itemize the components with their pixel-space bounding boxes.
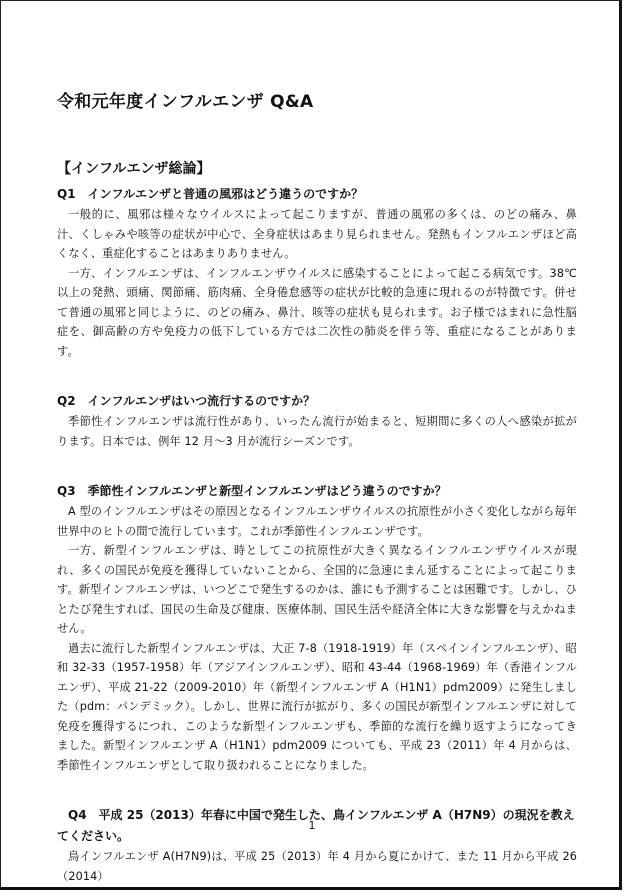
question-q1: Q1 インフルエンザと普通の風邪はどう違うのですか？: [57, 187, 364, 201]
page-content: [57, 87, 577, 886]
section-heading: 【インフルエンザ総論】: [57, 161, 211, 177]
answer-paragraph: 鳥インフルエンザ A(H7N9)は、平成 25（2013）年 4 月から夏にかけて、また 11 月から平成 26（2014）: [57, 850, 577, 883]
qa-item-q1: [57, 184, 577, 361]
answer-paragraph: A 型のインフルエンザはその原因となるインフルエンザウイルスの抗原性が小さく変化しながら毎年世界中のヒトの間で流行しています。これが季節性インフルエンザです。: [57, 505, 577, 538]
qa-item-q3: [57, 481, 577, 775]
page-title: 令和元年度インフルエンザ Q&A: [57, 92, 314, 112]
answer-paragraph: 一方、新型インフルエンザは、時としてこの抗原性が大きく異なるインフルエンザウイルスが現れ、多くの国民が免疫を獲得していないことから、全国的に急速にまん延することによって起こります。新型インフルエンザは、いつどこで発生するのかは、誰にも予測することは困難です。しかし、ひとたび発生すれば、国民の生命及び健康、医療体制、国民生活や経済全体に大きな影響を与えかねません。: [57, 544, 577, 635]
qa-item-q2: [57, 391, 577, 451]
question-q4: Q4 平成 25（2013）年春に中国で発生した、鳥インフルエンザ A（H7N9）の現況を教えてください。: [57, 808, 575, 843]
answer-paragraph: 一方、インフルエンザは、インフルエンザウイルスに感染することによって起こる病気です。38℃以上の発熱、頭痛、関節痛、筋肉痛、全身倦怠感等の症状が比較的急速に現れるのが特徴です。併せて普通の風邪と同じように、のどの痛み、鼻汁、咳等の症状も見られます。お子様ではまれに急性脳症を、御高齢の方や免疫力の低下している方では二次性の肺炎を伴う等、重症になることがあります。: [57, 266, 577, 358]
spacer: [57, 451, 577, 471]
answer-paragraph: 過去に流行した新型インフルエンザは、大正 7-8（1918-1919）年（スペインインフルエンザ）、昭和 32-33（1957-1958）年（アジアインフルエンザ）、昭和 43-44（1968-1969）年（香港インフルエンザ）、平成 21-22（2009-2010）年（新型インフルエンザ A（H1N1）pdm2009）に発生しました（pdm：パンデミック）。しかし、世界に流行が拡がり、多くの国民が新型インフルエンザに対して免疫を獲得するにつれ、このような新型インフルエンザも、季節的な流行を繰り返すようになってきました。新型インフルエンザ A（H1N1）pdm2009 についても、平成 23（2011）年 4 月からは、季節性インフルエンザとして取り扱われることになりました。: [57, 641, 577, 772]
question-q2: Q2 インフルエンザはいつ流行するのですか？: [57, 394, 316, 408]
spacer: [57, 361, 577, 381]
answer-paragraph: 一般的に、風邪は様々なウイルスによって起こりますが、普通の風邪の多くは、のどの痛み、鼻汁、くしゃみや咳等の症状が中心で、全身症状はあまり見られません。発熱もインフルエンザほど高くなく、重症化することはあまりありません。: [57, 208, 577, 260]
answer-paragraph: 季節性インフルエンザは流行性があり、いったん流行が始まると、短期間に多くの人へ感染が拡がります。日本では、例年 12 月～3 月が流行シーズンです。: [57, 415, 577, 448]
qa-item-q4: [57, 805, 577, 886]
page-number: 1: [308, 819, 316, 832]
spacer: [57, 775, 577, 795]
question-q3: Q3 季節性インフルエンザと新型インフルエンザはどう違うのですか？: [57, 484, 447, 498]
